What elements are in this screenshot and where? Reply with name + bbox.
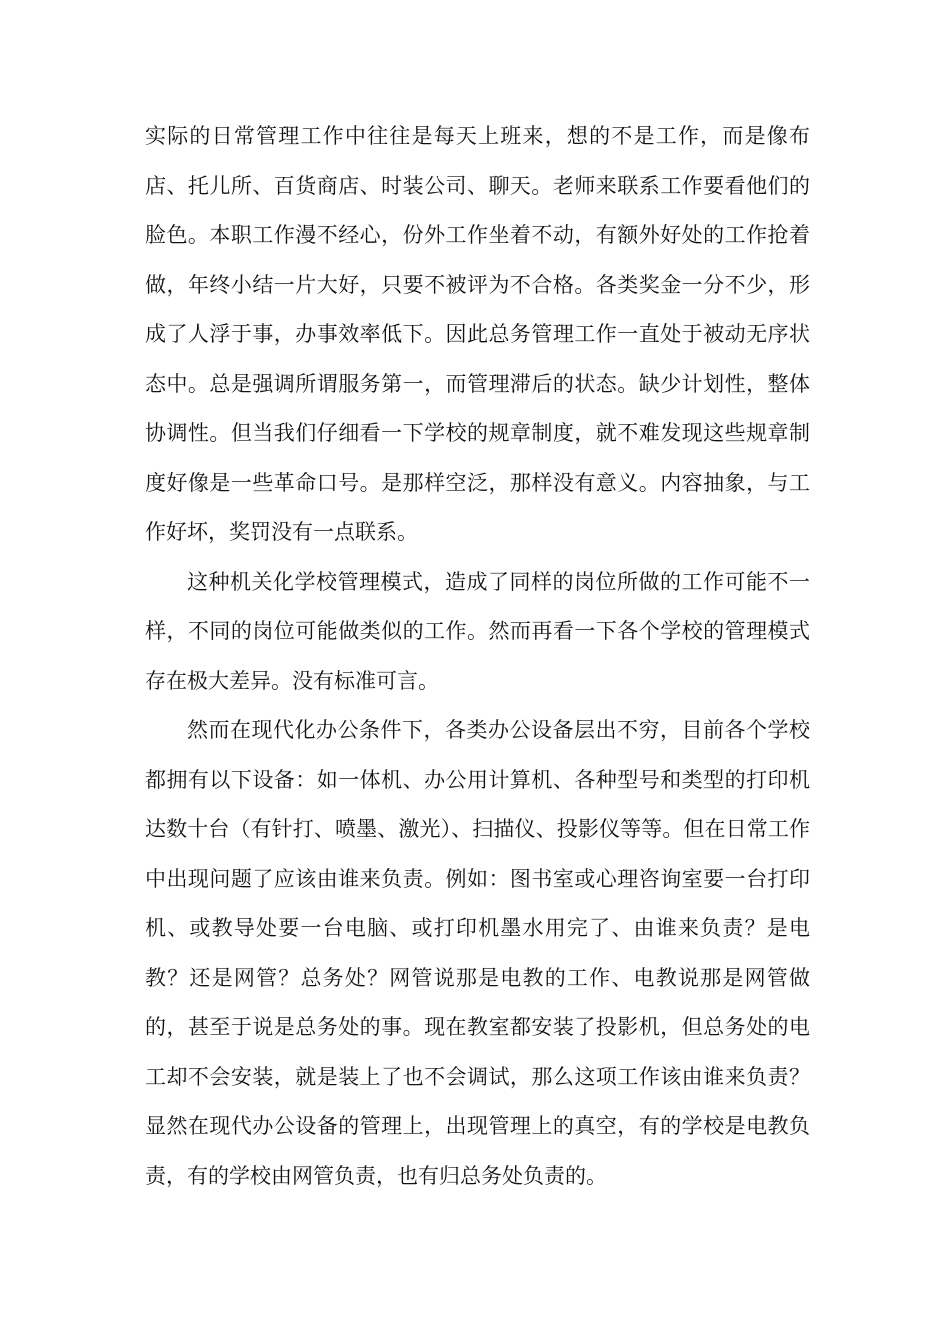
paragraph-2: 这种机关化学校管理模式，造成了同样的岗位所做的工作可能不一样，不同的岗位可能做类似的工作。然而再看一下各个学校的管理模式存在极大差异。没有标准可言。	[145, 569, 810, 693]
document-body	[145, 112, 810, 1201]
paragraph-1: 实际的日常管理工作中往往是每天上班来，想的不是工作，而是像布店、托儿所、百货商店、时装公司、聊天。老师来联系工作要看他们的脸色。本职工作漫不经心，份外工作坐着不动，有额外好处的工作抢着做，年终小结一片大好，只要不被评为不合格。各类奖金一分不少，形成了人浮于事，办事效率低下。因此总务管理工作一直处于被动无序状态中。总是强调所谓服务第一，而管理滞后的状态。缺少计划性，整体协调性。但当我们仔细看一下学校的规章制度，就不难发现这些规章制度好像是一些革命口号。是那样空泛，那样没有意义。内容抽象，与工作好坏，奖罚没有一点联系。	[145, 124, 810, 544]
paragraph-3: 然而在现代化办公条件下，各类办公设备层出不穷，目前各个学校都拥有以下设备：如一体机、办公用计算机、各种型号和类型的打印机达数十台（有针打、喷墨、激光）、扫描仪、投影仪等等。但在日常工作中出现问题了应该由谁来负责。例如：图书室或心理咨询室要一台打印机、或教导处要一台电脑、或打印机墨水用完了、由谁来负责？是电教？还是网管？总务处？网管说那是电教的工作、电教说那是网管做的，甚至于说是总务处的事。现在教室都安装了投影机，但总务处的电工却不会安装，就是装上了也不会调试，那么这项工作该由谁来负责？显然在现代办公设备的管理上，出现管理上的真空，有的学校是电教负责，有的学校由网管负责，也有归总务处负责的。	[145, 718, 810, 1188]
